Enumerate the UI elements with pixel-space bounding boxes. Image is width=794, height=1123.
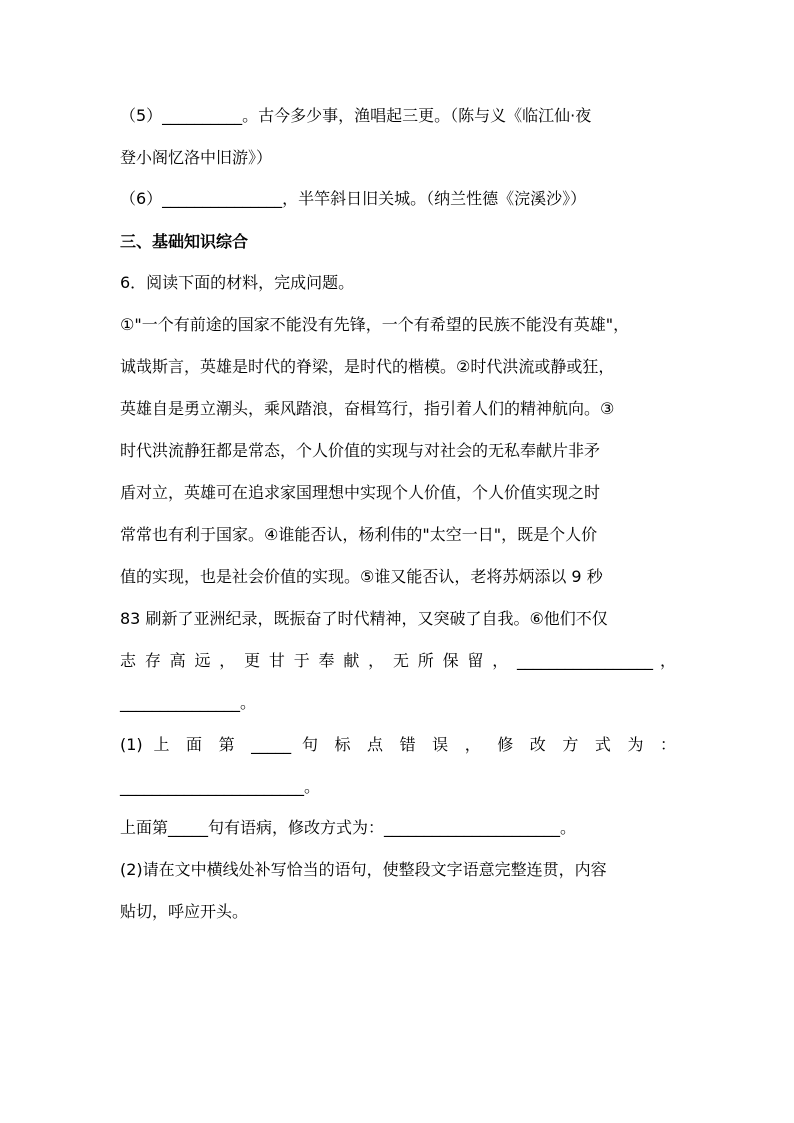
section-heading: 三、基础知识综合 bbox=[120, 232, 249, 251]
passage-line-7: 值的实现，也是社会价值的实现。⑤谁又能否认，老将苏炳添以 9 秒 bbox=[120, 567, 603, 586]
passage-line-6: 常常也有利于国家。④谁能否认，杨利伟的"太空一日"，既是个人价 bbox=[120, 525, 598, 544]
question-6-line: （6）_______________，半竿斜日旧关城。（纳兰性德《浣溪沙》） bbox=[120, 189, 587, 208]
passage-line-9: 志 存 高 远 ， 更 甘 于 奉 献 ， 无 所 保 留 ， _________________ ， bbox=[120, 651, 676, 670]
passage-blank-line: _______________。 bbox=[120, 693, 257, 712]
subquestion-1-line-2: _______________________。 bbox=[120, 777, 321, 796]
passage-line-1: ①"一个有前途的国家不能没有先锋，一个有希望的民族不能没有英雄"， bbox=[120, 315, 630, 334]
subquestion-2-line-1: (2)请在文中横线处补写恰当的语句，使整段文字语意完整连贯，内容 bbox=[120, 860, 607, 879]
subquestion-2-line-2: 贴切，呼应开头。 bbox=[120, 902, 249, 921]
subquestion-1-line-3: 上面第_____句有语病，修改方式为：______________________。 bbox=[120, 818, 577, 837]
passage-line-8: 83 刷新了亚洲纪录，既振奋了时代精神，又突破了自我。⑥他们不仅 bbox=[120, 609, 608, 628]
passage-line-3: 英雄自是勇立潮头，乘风踏浪，奋楫笃行，指引着人们的精神航向。③ bbox=[120, 399, 615, 418]
passage-line-2: 诚哉斯言，英雄是时代的脊梁，是时代的楷模。②时代洪流或静或狂， bbox=[120, 357, 615, 376]
question-5-line-2: 登小阁忆洛中旧游》） bbox=[120, 148, 273, 167]
passage-line-4: 时代洪流静狂都是常态，个人价值的实现与对社会的无私奉献片非矛 bbox=[120, 441, 601, 460]
subquestion-1-line-1: (1) 上 面 第 _____ 句 标 点 错 误 ， 修 改 方 式 为 ： bbox=[120, 735, 676, 754]
question-6-prompt: 6．阅读下面的材料，完成问题。 bbox=[120, 273, 355, 292]
passage-line-5: 盾对立，英雄可在追求家国理想中实现个人价值，个人价值实现之时 bbox=[120, 483, 601, 502]
question-5-line-1: （5）__________。古今多少事，渔唱起三更。（陈与义《临江仙·夜 bbox=[120, 106, 592, 125]
